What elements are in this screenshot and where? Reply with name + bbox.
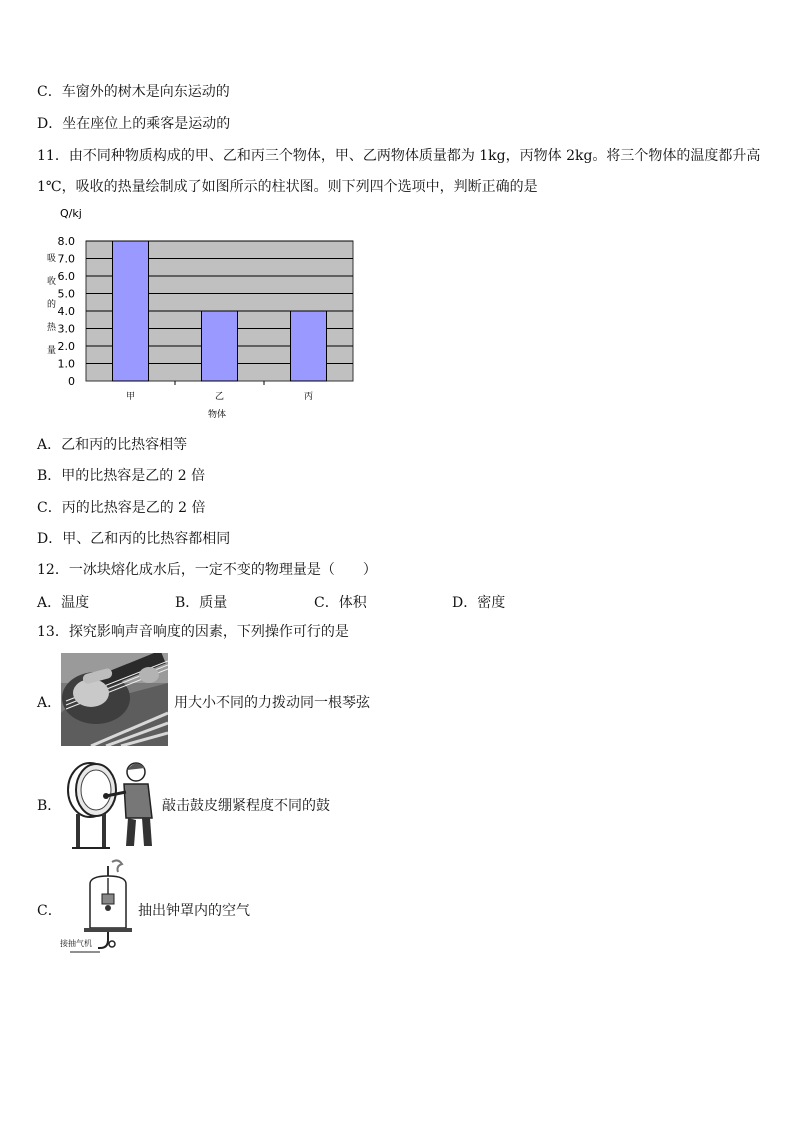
x-tick-label: 乙	[214, 392, 225, 402]
q11-option-c: C．丙的比热容是乙的 2 倍	[37, 500, 206, 516]
y-tick-label: 5.0	[57, 287, 75, 301]
bar-2	[202, 311, 238, 381]
chart-svg	[40, 203, 370, 428]
q12-option-a: A．温度	[37, 595, 90, 611]
side-label-char: 的	[47, 300, 57, 310]
q13-stem: 13．探究影响声音响度的因素，下列操作可行的是	[37, 624, 349, 640]
heat-bar-chart	[40, 203, 370, 428]
q11-option-a: A．乙和丙的比热容相等	[37, 437, 188, 453]
q11-stem-line2: 1℃，吸收的热量绘制成了如图所示的柱状图。则下列四个选项中，判断正确的是	[37, 179, 538, 195]
side-label-char: 收	[47, 277, 57, 287]
q13-option-a-label: A．	[37, 695, 62, 711]
q13-option-b-label: B．	[37, 798, 62, 814]
q12-option-b: B．质量	[175, 595, 228, 611]
q13-option-a-text: 用大小不同的力拨动同一根琴弦	[174, 695, 370, 711]
q12-options	[37, 592, 637, 610]
q10-option-c: C．车窗外的树木是向东运动的	[37, 84, 230, 100]
y-tick-label: 4.0	[57, 305, 75, 318]
y-tick-label: 3.0	[57, 322, 75, 336]
side-label-char: 热	[47, 323, 57, 333]
side-label-char: 量	[47, 346, 57, 356]
chart-side-label	[47, 253, 57, 356]
drum-drawing	[66, 758, 158, 850]
x-tick-label: 丙	[303, 392, 314, 402]
q12-option-c: C．体积	[314, 595, 367, 611]
y-tick-label: 0	[68, 375, 75, 388]
q12-stem: 12．一冰块熔化成水后，一定不变的物理量是（ ）	[37, 562, 377, 578]
y-tick-label: 6.0	[57, 270, 75, 283]
q10-option-d: D．坐在座位上的乘客是运动的	[37, 116, 231, 132]
q11-stem-line1: 11．由不同种物质构成的甲、乙和丙三个物体，甲、乙两物体质量都为 1kg，丙物体 2kg。将三个物体的温度都升高	[37, 148, 761, 164]
bar-1	[113, 241, 149, 381]
q11-option-d: D．甲、乙和丙的比热容都相同	[37, 531, 231, 547]
q12-option-d: D．密度	[452, 595, 506, 611]
pump-label: 接抽气机	[60, 939, 92, 948]
y-tick-label: 2.0	[57, 340, 75, 353]
q13-option-c-label: C．	[37, 903, 62, 919]
side-label-char: 吸	[47, 254, 57, 264]
q13-option-b-text: 敲击鼓皮绷紧程度不同的鼓	[162, 798, 330, 814]
chart-x-ticks	[126, 381, 313, 402]
y-tick-label: 7.0	[57, 252, 75, 266]
chart-x-axis-label: 物体	[207, 410, 227, 420]
bell-jar-drawing	[60, 858, 136, 956]
y-tick-label: 8.0	[57, 235, 75, 248]
q13-option-c-text: 抽出钟罩内的空气	[138, 903, 250, 919]
q11-option-b: B．甲的比热容是乙的 2 倍	[37, 468, 206, 484]
chart-y-unit-label: Q/kj	[60, 207, 82, 220]
x-tick-label: 甲	[125, 392, 136, 402]
guitar-photo	[61, 653, 168, 746]
chart-y-ticks	[58, 235, 76, 388]
y-tick-label: 1.0	[57, 357, 75, 371]
bar-3	[291, 311, 327, 381]
